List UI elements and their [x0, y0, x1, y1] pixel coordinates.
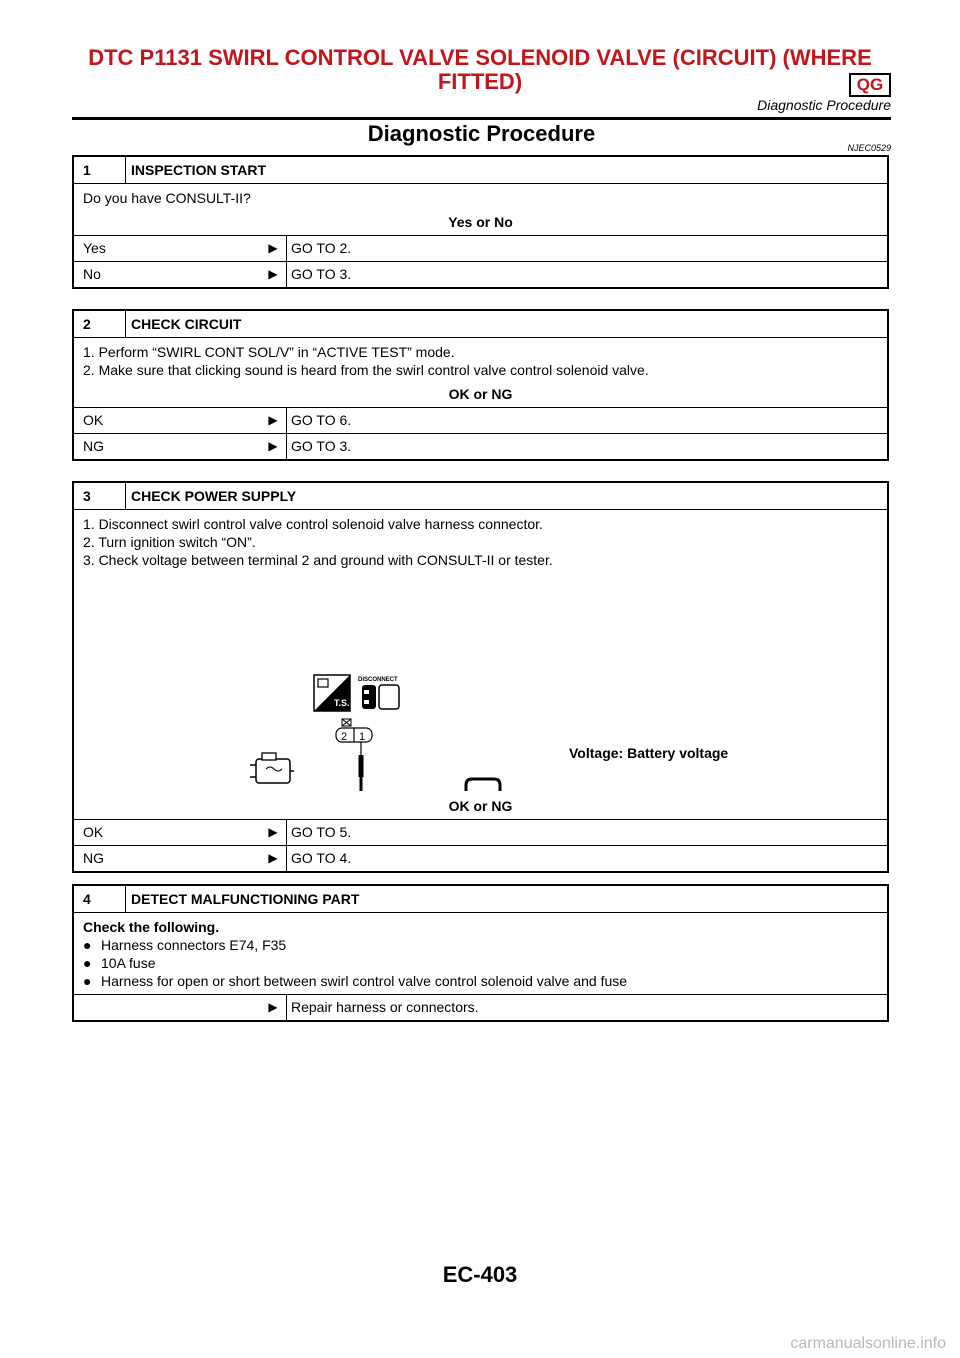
result-label: NG — [83, 850, 104, 866]
result-action: GO TO 3. — [286, 434, 887, 459]
result-row — [74, 994, 887, 1020]
result-action: GO TO 5. — [286, 820, 887, 845]
result-row — [74, 819, 887, 845]
arrow-icon: ▶ — [268, 1000, 278, 1014]
step-header — [74, 483, 887, 510]
bullet-icon: ● — [83, 955, 92, 971]
step-3 — [72, 481, 889, 873]
step-title: CHECK POWER SUPPLY — [131, 488, 297, 504]
step-number: 2 — [74, 311, 126, 337]
result-action: GO TO 4. — [286, 846, 887, 871]
result-row — [74, 261, 887, 287]
watermark: carmanualsonline.info — [790, 1335, 946, 1352]
result-action: Repair harness or connectors. — [286, 995, 887, 1020]
step-question: OK or NG — [448, 386, 513, 402]
result-label: OK — [83, 824, 104, 840]
result-label: No — [83, 266, 101, 282]
step-question: OK or NG — [448, 798, 513, 814]
ref-code: NJEC0529 — [847, 143, 891, 153]
header-title — [60, 46, 900, 94]
step-text: 2. Make sure that clicking sound is heard from the swirl control valve control solenoid valve. — [83, 362, 649, 378]
result-label — [74, 995, 260, 1020]
result-row — [74, 235, 887, 261]
step-number: 4 — [74, 886, 126, 912]
step-text: Do you have CONSULT-II? — [83, 190, 251, 206]
step-question: Yes or No — [448, 214, 513, 230]
step-title: CHECK CIRCUIT — [131, 316, 242, 332]
header-rule — [72, 117, 891, 120]
step-text: Check the following. — [83, 919, 220, 935]
list-item — [83, 954, 878, 972]
harness-connector — [336, 719, 372, 743]
arrow-icon: ▶ — [268, 439, 278, 453]
result-action: GO TO 3. — [286, 262, 887, 287]
ts-label: T.S. — [334, 698, 350, 708]
list-item-text: Harness connectors E74, F35 — [101, 937, 287, 953]
list-item-text: Harness for open or short between swirl control valve control solenoid valve and fuse — [101, 973, 628, 989]
step-number: 1 — [74, 157, 126, 183]
ts-icon — [314, 675, 350, 711]
qg-badge: QG — [849, 73, 891, 97]
arrow-icon: ▶ — [268, 241, 278, 255]
disconnect-icon — [358, 677, 399, 709]
disconnect-label: DISCONNECT — [358, 677, 398, 683]
circuit-diagram — [74, 569, 887, 791]
step-text: 1. Disconnect swirl control valve control solenoid valve harness connector. — [83, 516, 543, 532]
step-2 — [72, 309, 889, 461]
step-body — [74, 913, 887, 994]
step-header — [74, 311, 887, 338]
terminal-2-label: 2 — [341, 731, 348, 743]
list-item-text: 10A fuse — [101, 955, 156, 971]
arrow-icon: ▶ — [268, 825, 278, 839]
step-header — [74, 886, 887, 913]
step-number: 3 — [74, 483, 126, 509]
list-item — [83, 972, 878, 990]
voltage-spec: Voltage: Battery voltage — [569, 745, 729, 761]
step-title: DETECT MALFUNCTIONING PART — [131, 891, 360, 907]
engine-icon — [250, 753, 294, 783]
result-row — [74, 433, 887, 459]
step-1 — [72, 155, 889, 289]
step-4 — [72, 884, 889, 1022]
result-label: Yes — [83, 240, 106, 256]
result-label: NG — [83, 438, 104, 454]
bullet-icon: ● — [83, 973, 92, 989]
header-title-line2: FITTED) — [437, 69, 523, 94]
result-row — [74, 407, 887, 433]
list-item — [83, 936, 878, 954]
bullet-icon: ● — [83, 937, 92, 953]
step-text: 2. Turn ignition switch “ON”. — [83, 534, 256, 550]
result-action: GO TO 6. — [286, 408, 887, 433]
result-label: OK — [83, 412, 104, 428]
step-title: INSPECTION START — [131, 162, 267, 178]
page-title: Diagnostic Procedure — [367, 121, 596, 146]
page-number: EC-403 — [442, 1262, 518, 1287]
step-body — [74, 338, 887, 379]
step-text: 3. Check voltage between terminal 2 and ground with CONSULT-II or tester. — [83, 552, 553, 568]
result-row — [74, 845, 887, 871]
result-action: GO TO 2. — [286, 236, 887, 261]
step-body — [74, 184, 887, 207]
header-subtitle: Diagnostic Procedure — [757, 97, 891, 113]
terminal-1-label: 1 — [359, 731, 366, 743]
voltage-check-figure — [74, 569, 887, 791]
step-header — [74, 157, 887, 184]
arrow-icon: ▶ — [268, 267, 278, 281]
step-text: 1. Perform “SWIRL CONT SOL/V” in “ACTIVE TEST” mode. — [83, 344, 455, 360]
arrow-icon: ▶ — [268, 413, 278, 427]
arrow-icon: ▶ — [268, 851, 278, 865]
header-title-line1: DTC P1131 SWIRL CONTROL VALVE SOLENOID VALVE (CIRCUIT) (WHERE — [88, 45, 872, 70]
step-body — [74, 510, 887, 569]
